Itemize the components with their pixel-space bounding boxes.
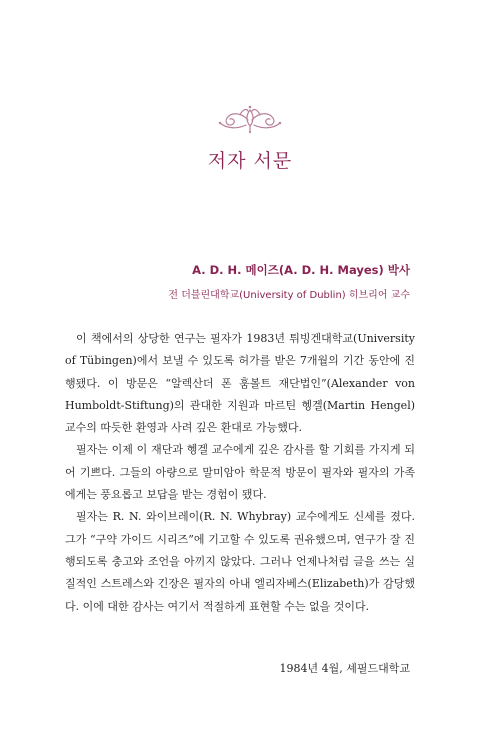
preface-body: [65, 328, 415, 618]
signoff-date-place: 1984년 4월, 셰필드대학교: [279, 662, 410, 675]
author-affiliation: 전 더블린대학교(University of Dublin) 히브리어 교수: [168, 290, 410, 301]
paragraph: 필자는 이제 이 재단과 헹겔 교수에게 깊은 감사를 할 기회를 가지게 되어 기쁘다. 그들의 아량으로 말미암아 학문적 방문이 필자와 필자의 가족에게는 풍요롭고 보답을 받는 경험이 됐다.: [65, 443, 415, 502]
author-name: A. D. H. 메이즈(A. D. H. Mayes) 박사: [192, 263, 410, 277]
page-title: 저자 서문: [207, 150, 293, 172]
floral-ornament-icon: [215, 104, 285, 134]
paragraph: 필자는 R. N. 와이브레이(R. N. Whybray) 교수에게도 신세를 졌다. 그가 “구약 가이드 시리즈”에 기고할 수 있도록 권유했으며, 연구가 잘 진행되도록 충고와 조언을 아끼지 않았다. 그러나 언제나처럼 글을 쓰는 실질적인 스트레스와 긴장은 필자의 아내 엘리자베스(Elizabeth)가 감당했다. 이에 대한 감사는 여기서 적절하게 표현할 수는 없을 것이다.: [65, 510, 415, 613]
paragraph: 이 책에서의 상당한 연구는 필자가 1983년 튀빙겐대학교(University of Tübingen)에서 보낼 수 있도록 허가를 받은 7개월의 기간 동안에 진행됐다. 이 방문은 “알렉산더 폰 훔볼트 재단법인”(Alexander von Humboldt-Stiftung)의 관대한 지원과 마르틴 헹겔(Martin Hengel) 교수의 따듯한 환영과 사려 깊은 환대로 가능했다.: [65, 332, 415, 435]
